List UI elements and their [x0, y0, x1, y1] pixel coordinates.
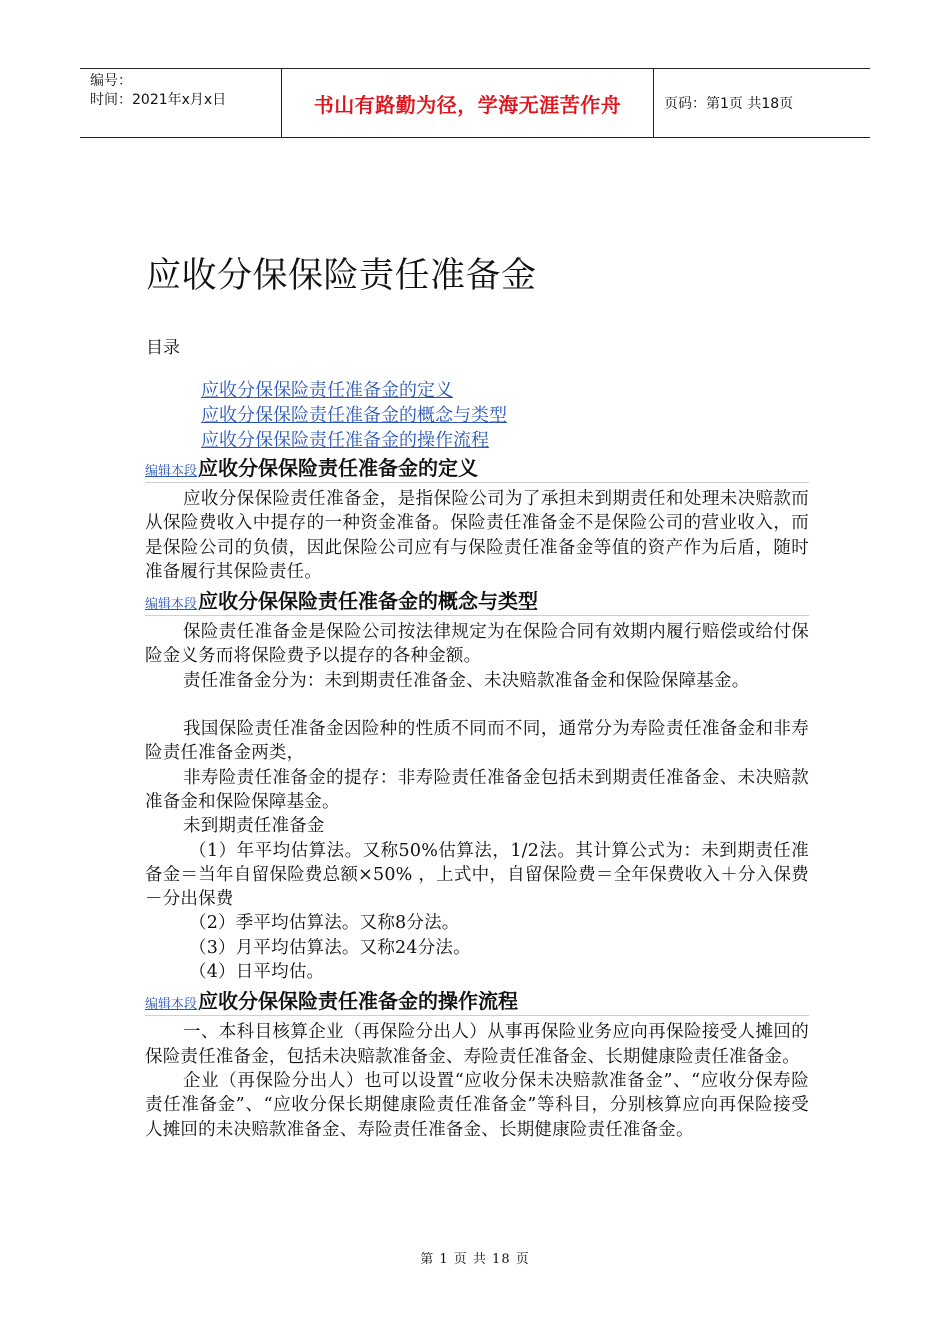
- paragraph: 非寿险责任准备金的提存：非寿险责任准备金包括未到期责任准备金、未决赔款准备金和保险保障基金。: [145, 767, 809, 812]
- paragraph: 责任准备金分为：未到期责任准备金、未决赔款准备金和保险保障基金。: [183, 670, 750, 691]
- header-meta: [80, 69, 282, 137]
- paragraph: 我国保险责任准备金因险种的性质不同而不同，通常分为寿险责任准备金和非寿险责任准备金两类，: [145, 719, 809, 764]
- header-page-number: 页码：第1页 共18页: [664, 96, 794, 112]
- paragraph: 保险责任准备金是保险公司按法律规定为在保险合同有效期内履行赔偿或给付保险金义务而将保险费予以提存的各种金额。: [145, 622, 809, 667]
- page-header: [80, 68, 870, 138]
- table-of-contents: [201, 378, 507, 453]
- document-title: 应收分保保险责任准备金: [146, 256, 537, 296]
- section-heading-definition: [145, 452, 809, 483]
- document-body: [145, 452, 809, 1142]
- section-title: 应收分保保险责任准备金的操作流程: [198, 989, 519, 1014]
- paragraph: 一、本科目核算企业（再保险分出人）从事再保险业务应向再保险接受人摊回的保险责任准备金，包括未决赔款准备金、寿险责任准备金、长期健康险责任准备金。: [145, 1022, 809, 1067]
- list-item: （4）日平均估。: [189, 962, 325, 983]
- section-title: 应收分保保险责任准备金的概念与类型: [198, 589, 539, 614]
- header-motto: 书山有路勤为径，学海无涯苦作舟: [282, 69, 654, 137]
- paragraph: 应收分保保险责任准备金，是指保险公司为了承担未到期责任和处理未决赔款而从保险费收入中提存的一种资金准备。保险责任准备金不是保险公司的营业收入，而是保险公司的负债，因此保险公司应有与保险责任准备金等值的资产作为后盾，随时准备履行其保险责任。: [145, 489, 809, 582]
- section-heading-concept-types: [145, 585, 809, 616]
- list-item: （3）月平均估算法。又称24分法。: [189, 937, 471, 958]
- paragraph: 企业（再保险分出人）也可以设置“应收分保未决赔款准备金”、“应收分保寿险责任准备金”、“应收分保长期健康险责任准备金”等科目，分别核算应向再保险接受人摊回的未决赔款准备金、寿险责任准备金、长期健康险责任准备金。: [145, 1070, 809, 1140]
- toc-link-procedure[interactable]: 应收分保保险责任准备金的操作流程: [201, 430, 489, 451]
- document-number: 编号：: [90, 73, 132, 89]
- edit-section-link[interactable]: 编辑本段: [145, 997, 198, 1013]
- edit-section-link[interactable]: 编辑本段: [145, 597, 198, 613]
- document-date: 时间：2021年x月x日: [90, 92, 227, 108]
- section-title: 应收分保保险责任准备金的定义: [198, 456, 479, 480]
- section-heading-procedure: [145, 985, 809, 1016]
- list-item: （2）季平均估算法。又称8分法。: [189, 913, 460, 934]
- toc-link-concept-types[interactable]: 应收分保保险责任准备金的概念与类型: [201, 405, 507, 426]
- spacer: [145, 693, 809, 717]
- list-item: （1）年平均估算法。又称50%估算法，1/2法。其计算公式为：未到期责任准备金＝当年自留保险费总额×50% ，上式中，自留保险费＝全年保费收入＋分入保费－分出保费: [145, 840, 809, 910]
- toc-label: 目录: [146, 338, 180, 358]
- edit-section-link[interactable]: 编辑本段: [145, 464, 198, 479]
- toc-link-definition[interactable]: 应收分保保险责任准备金的定义: [201, 380, 453, 401]
- paragraph: 未到期责任准备金: [183, 816, 325, 837]
- page-footer: 第 1 页 共 18 页: [420, 1252, 530, 1267]
